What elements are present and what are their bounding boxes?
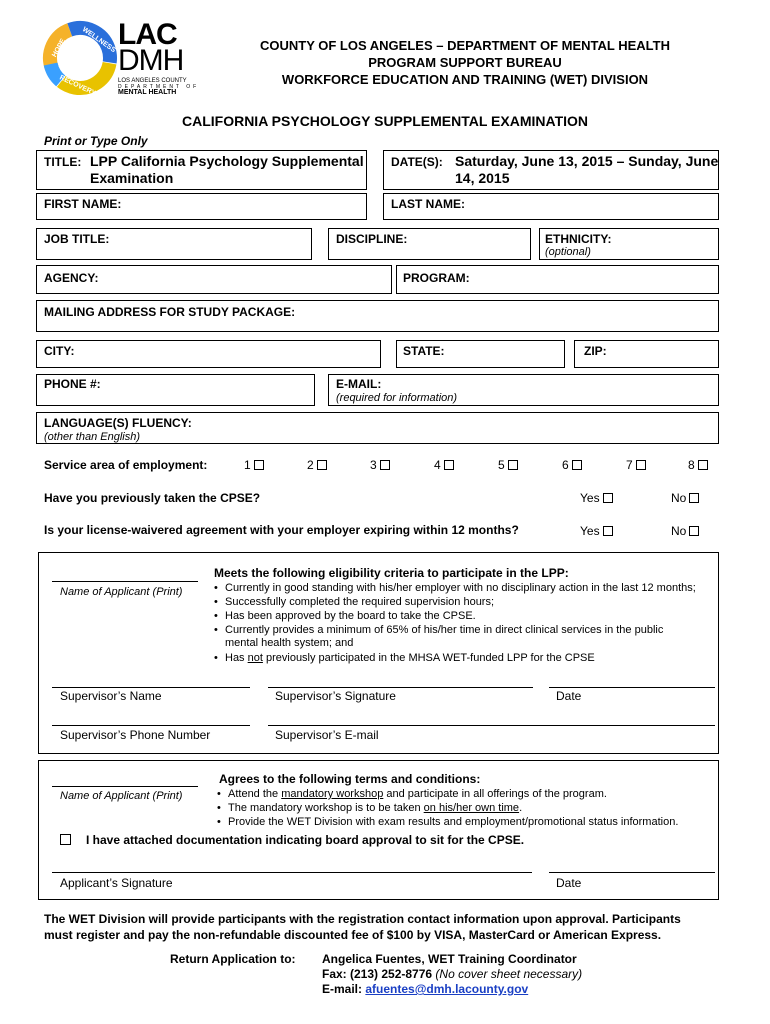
service-area-label: Service area of employment: — [44, 458, 208, 472]
footer-paragraph-line-1: The WET Division will provide participants with the registration contact information upon approval. Participants — [44, 912, 681, 926]
title-label: TITLE: — [44, 155, 82, 169]
logo-word-hope: HOPE — [51, 37, 68, 59]
language-note: (other than English) — [44, 431, 140, 443]
eligibility-item: • Successfully completed the required supervision hours; — [214, 595, 714, 609]
eligibility-list — [214, 581, 714, 637]
checkbox-icon — [254, 460, 264, 470]
email-label: E-MAIL: — [336, 377, 382, 391]
terms-heading: Agrees to the following terms and conditions: — [219, 772, 481, 786]
terms-item: • Provide the WET Division with exam results and employment/promotional status information. — [217, 815, 717, 829]
applicant-signature-label: Applicant’s Signature — [60, 876, 173, 890]
applicant-name-label: Name of Applicant (Print) — [60, 586, 183, 598]
city-label: CITY: — [44, 344, 75, 358]
logo-county: LOS ANGELES COUNTY — [118, 78, 187, 84]
fax-note: (No cover sheet necessary) — [435, 967, 583, 981]
cpse-no-option[interactable]: No — [671, 491, 699, 505]
job-title-label: JOB TITLE: — [44, 232, 110, 246]
contact-name: Angelica Fuentes, WET Training Coordinator — [322, 952, 577, 966]
service-area-option-4[interactable]: 4 — [434, 458, 454, 472]
logo-mh: MENTAL HEALTH — [118, 89, 177, 96]
service-area-option-8[interactable]: 8 — [688, 458, 708, 472]
zip-label: ZIP: — [584, 344, 607, 358]
supervisor-email-line[interactable] — [268, 725, 715, 726]
license-no-option[interactable]: No — [671, 524, 699, 538]
contact-email-link[interactable]: afuentes@dmh.lacounty.gov — [365, 982, 529, 996]
supervisor-signature-label: Supervisor’s Signature — [275, 689, 396, 703]
checkbox-icon — [317, 460, 327, 470]
header-line-3: WORKFORCE EDUCATION AND TRAINING (WET) DIVISION — [281, 72, 649, 87]
logo-word-recovery: RECOVERY — [58, 74, 97, 98]
eligibility-item-continuation: mental health system; and — [225, 637, 354, 649]
supervisor-signature-line[interactable] — [268, 687, 533, 688]
applicant-name-line[interactable] — [52, 581, 198, 582]
header-line-2: PROGRAM SUPPORT BUREAU — [368, 55, 562, 70]
checkbox-icon — [572, 460, 582, 470]
eligibility-item: • Has not previously participated in the MHSA WET-funded LPP for the CPSE — [214, 651, 714, 665]
applicant-date-line[interactable] — [549, 872, 715, 873]
checkbox-icon — [636, 460, 646, 470]
contact-email: E-mail: afuentes@dmh.lacounty.gov — [322, 982, 529, 996]
dates-label: DATE(S): — [391, 155, 443, 169]
logo-lac: LAC — [118, 18, 177, 51]
supervisor-email-label: Supervisor’s E-mail — [275, 728, 379, 742]
checkbox-icon — [689, 493, 699, 503]
board-approval-label: I have attached documentation indicating board approval to sit for the CPSE. — [86, 833, 525, 847]
ethnicity-note: (optional) — [545, 246, 591, 258]
checkbox-icon — [689, 526, 699, 536]
supervisor-name-line[interactable] — [52, 687, 250, 688]
logo-ring-icon — [40, 18, 120, 98]
terms-item: • The mandatory workshop is to be taken on his/her own time. — [217, 801, 717, 815]
ethnicity-label: ETHNICITY: — [545, 232, 612, 246]
contact-fax: Fax: (213) 252-8776 (No cover sheet necessary) — [322, 967, 583, 981]
supervisor-date-line[interactable] — [549, 687, 715, 688]
service-area-option-2[interactable]: 2 — [307, 458, 327, 472]
print-note: Print or Type Only — [44, 134, 148, 148]
language-label: LANGUAGE(S) FLUENCY: — [44, 416, 192, 430]
first-name-label: FIRST NAME: — [44, 197, 122, 211]
eligibility-item: • Currently provides a minimum of 65% of his/her time in direct clinical services in the public — [214, 623, 714, 637]
logo-dept: DEPARTMENT OF — [118, 84, 200, 90]
logo-dmh: DMH — [118, 44, 184, 77]
terms-item: • Attend the mandatory workshop and participate in all offerings of the program. — [217, 787, 717, 801]
question-cpse-taken: Have you previously taken the CPSE? — [44, 491, 261, 505]
discipline-label: DISCIPLINE: — [336, 232, 408, 246]
supervisor-name-label: Supervisor’s Name — [60, 689, 162, 703]
cpse-yes-option[interactable]: Yes — [580, 491, 613, 505]
terms-applicant-name-label: Name of Applicant (Print) — [60, 790, 183, 802]
service-area-option-7[interactable]: 7 — [626, 458, 646, 472]
eligibility-list-last — [214, 651, 714, 665]
supervisor-phone-line[interactable] — [52, 725, 250, 726]
eligibility-item: • Has been approved by the board to take the CPSE. — [214, 609, 714, 623]
program-label: PROGRAM: — [403, 271, 470, 285]
checkbox-icon — [698, 460, 708, 470]
checkbox-icon — [603, 526, 613, 536]
dmh-logo — [40, 18, 200, 100]
applicant-signature-line[interactable] — [52, 872, 532, 873]
checkbox-icon — [508, 460, 518, 470]
city-field[interactable] — [36, 340, 381, 368]
last-name-label: LAST NAME: — [391, 197, 465, 211]
dates-value-2: 14, 2015 — [455, 170, 510, 186]
board-approval-checkbox[interactable] — [60, 834, 71, 845]
supervisor-phone-label: Supervisor’s Phone Number — [60, 728, 211, 742]
license-yes-option[interactable]: Yes — [580, 524, 613, 538]
phone-label: PHONE #: — [44, 377, 101, 391]
checkbox-icon — [603, 493, 613, 503]
title-value-1: LPP California Psychology Supplemental — [90, 153, 364, 169]
footer-paragraph-line-2: must register and pay the non-refundable discounted fee of $100 by VISA, MasterCard or American Express. — [44, 928, 662, 942]
email-note: (required for information) — [336, 392, 458, 404]
agency-label: AGENCY: — [44, 271, 99, 285]
state-label: STATE: — [403, 344, 445, 358]
dates-value-1: Saturday, June 13, 2015 – Sunday, June — [455, 153, 719, 169]
terms-list — [217, 787, 717, 829]
title-value-2: Examination — [90, 170, 174, 186]
eligibility-item: • Currently in good standing with his/her employer with no disciplinary action in the last 12 months; — [214, 581, 714, 595]
applicant-date-label: Date — [556, 876, 582, 890]
service-area-option-1[interactable]: 1 — [244, 458, 264, 472]
mailing-label: MAILING ADDRESS FOR STUDY PACKAGE: — [44, 305, 296, 319]
header-line-1: COUNTY OF LOS ANGELES – DEPARTMENT OF MENTAL HEALTH — [260, 38, 670, 53]
terms-applicant-name-line[interactable] — [52, 786, 198, 787]
checkbox-icon — [380, 460, 390, 470]
form-title: CALIFORNIA PSYCHOLOGY SUPPLEMENTAL EXAMINATION — [181, 113, 589, 129]
supervisor-date-label: Date — [556, 689, 582, 703]
checkbox-icon — [444, 460, 454, 470]
return-label: Return Application to: — [170, 952, 296, 966]
logo-word-wellness: WELLNESS — [80, 26, 117, 55]
service-area-option-3[interactable]: 3 — [370, 458, 390, 472]
service-area-option-6[interactable]: 6 — [562, 458, 582, 472]
service-area-option-5[interactable]: 5 — [498, 458, 518, 472]
question-license-expiring: Is your license-waivered agreement with your employer expiring within 12 months? — [44, 523, 519, 537]
eligibility-heading: Meets the following eligibility criteria to participate in the LPP: — [214, 566, 569, 580]
